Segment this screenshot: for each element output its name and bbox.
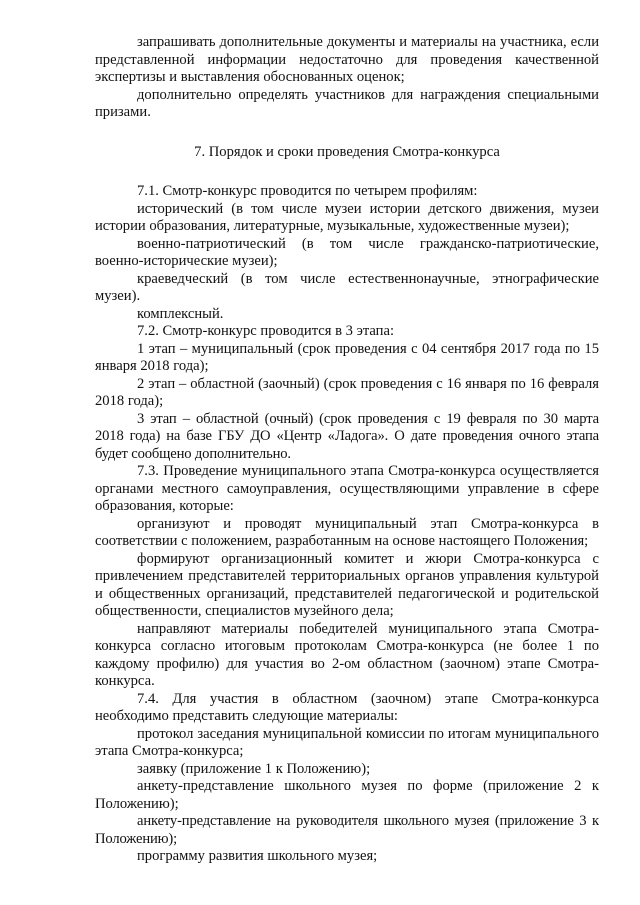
paragraph: 7.2. Смотр-конкурс проводится в 3 этапа:: [137, 323, 395, 339]
section-heading: 7. Порядок и сроки проведения Смотра-конкурса: [194, 143, 500, 160]
paragraph: организуют и проводят муниципальный этап Смотра-конкурса в соответствии с положением, разработанным на основе настоящего Положения;: [95, 515, 599, 549]
paragraph: заявку (приложение 1 к Положению);: [137, 760, 371, 777]
paragraph: 7.3. Проведение муниципального этапа Смотра-конкурса осуществляется органами местного самоуправления, осуществляющими управление в сфере образования, которые:: [95, 463, 599, 514]
paragraph: 1 этап – муниципальный (срок проведения с 04 сентября 2017 года по 15 января 2018 года);: [95, 340, 599, 374]
paragraph: протокол заседания муниципальной комиссии по итогам муниципального этапа Смотра-конкурса;: [95, 725, 599, 759]
paragraph: краеведческий (в том числе естественнонаучные, этнографические музеи).: [95, 270, 599, 304]
paragraph: военно-патриотический (в том числе гражданско-патриотические, военно-исторические музеи);: [95, 235, 599, 269]
paragraph: 3 этап – областной (очный) (срок проведения с 19 февраля по 30 марта 2018 года) на базе ГБУ ДО «Центр «Ладога». О дате проведения очного этапа будет сообщено дополнительно.: [95, 410, 599, 462]
paragraph: анкету-представление на руководителя школьного музея (приложение 3 к Положению);: [95, 813, 599, 847]
paragraph: направляют материалы победителей муниципального этапа Смотра-конкурса согласно итоговым протоколам Смотра-конкурса (не более 1 по каждому профилю) для участия во 2-ом областном (заочном) этапе Смотра-конкурса.: [95, 620, 599, 689]
paragraph: 7.4. Для участия в областном (заочном) этапе Смотра-конкурса необходимо представить следующие материалы:: [95, 690, 599, 724]
document-body: [95, 34, 599, 866]
paragraph: 7.1. Смотр-конкурс проводится по четырем профилям:: [137, 183, 478, 199]
paragraph: 2 этап – областной (заочный) (срок проведения с 16 января по 16 февраля 2018 года);: [95, 375, 599, 409]
paragraph: дополнительно определять участников для награждения специальными призами.: [95, 86, 599, 120]
paragraph: анкету-представление школьного музея по форме (приложение 2 к Положению);: [95, 778, 599, 812]
paragraph: исторический (в том числе музеи истории детского движения, музеи истории образования, литературные, музыкальные, художественные музеи);: [95, 200, 599, 234]
paragraph: формируют организационный комитет и жюри Смотра-конкурса с привлечением представителей территориальных органов управления культурой и общественных организаций, представителей педагогической и родительской общественности, специалистов музейного дела;: [95, 550, 599, 619]
paragraph: комплексный.: [137, 305, 224, 322]
paragraph: запрашивать дополнительные документы и материалы на участника, если представленной информации недостаточно для проведения качественной экспертизы и выставления обоснованных оценок;: [95, 34, 599, 85]
paragraph: программу развития школьного музея;: [137, 848, 378, 864]
